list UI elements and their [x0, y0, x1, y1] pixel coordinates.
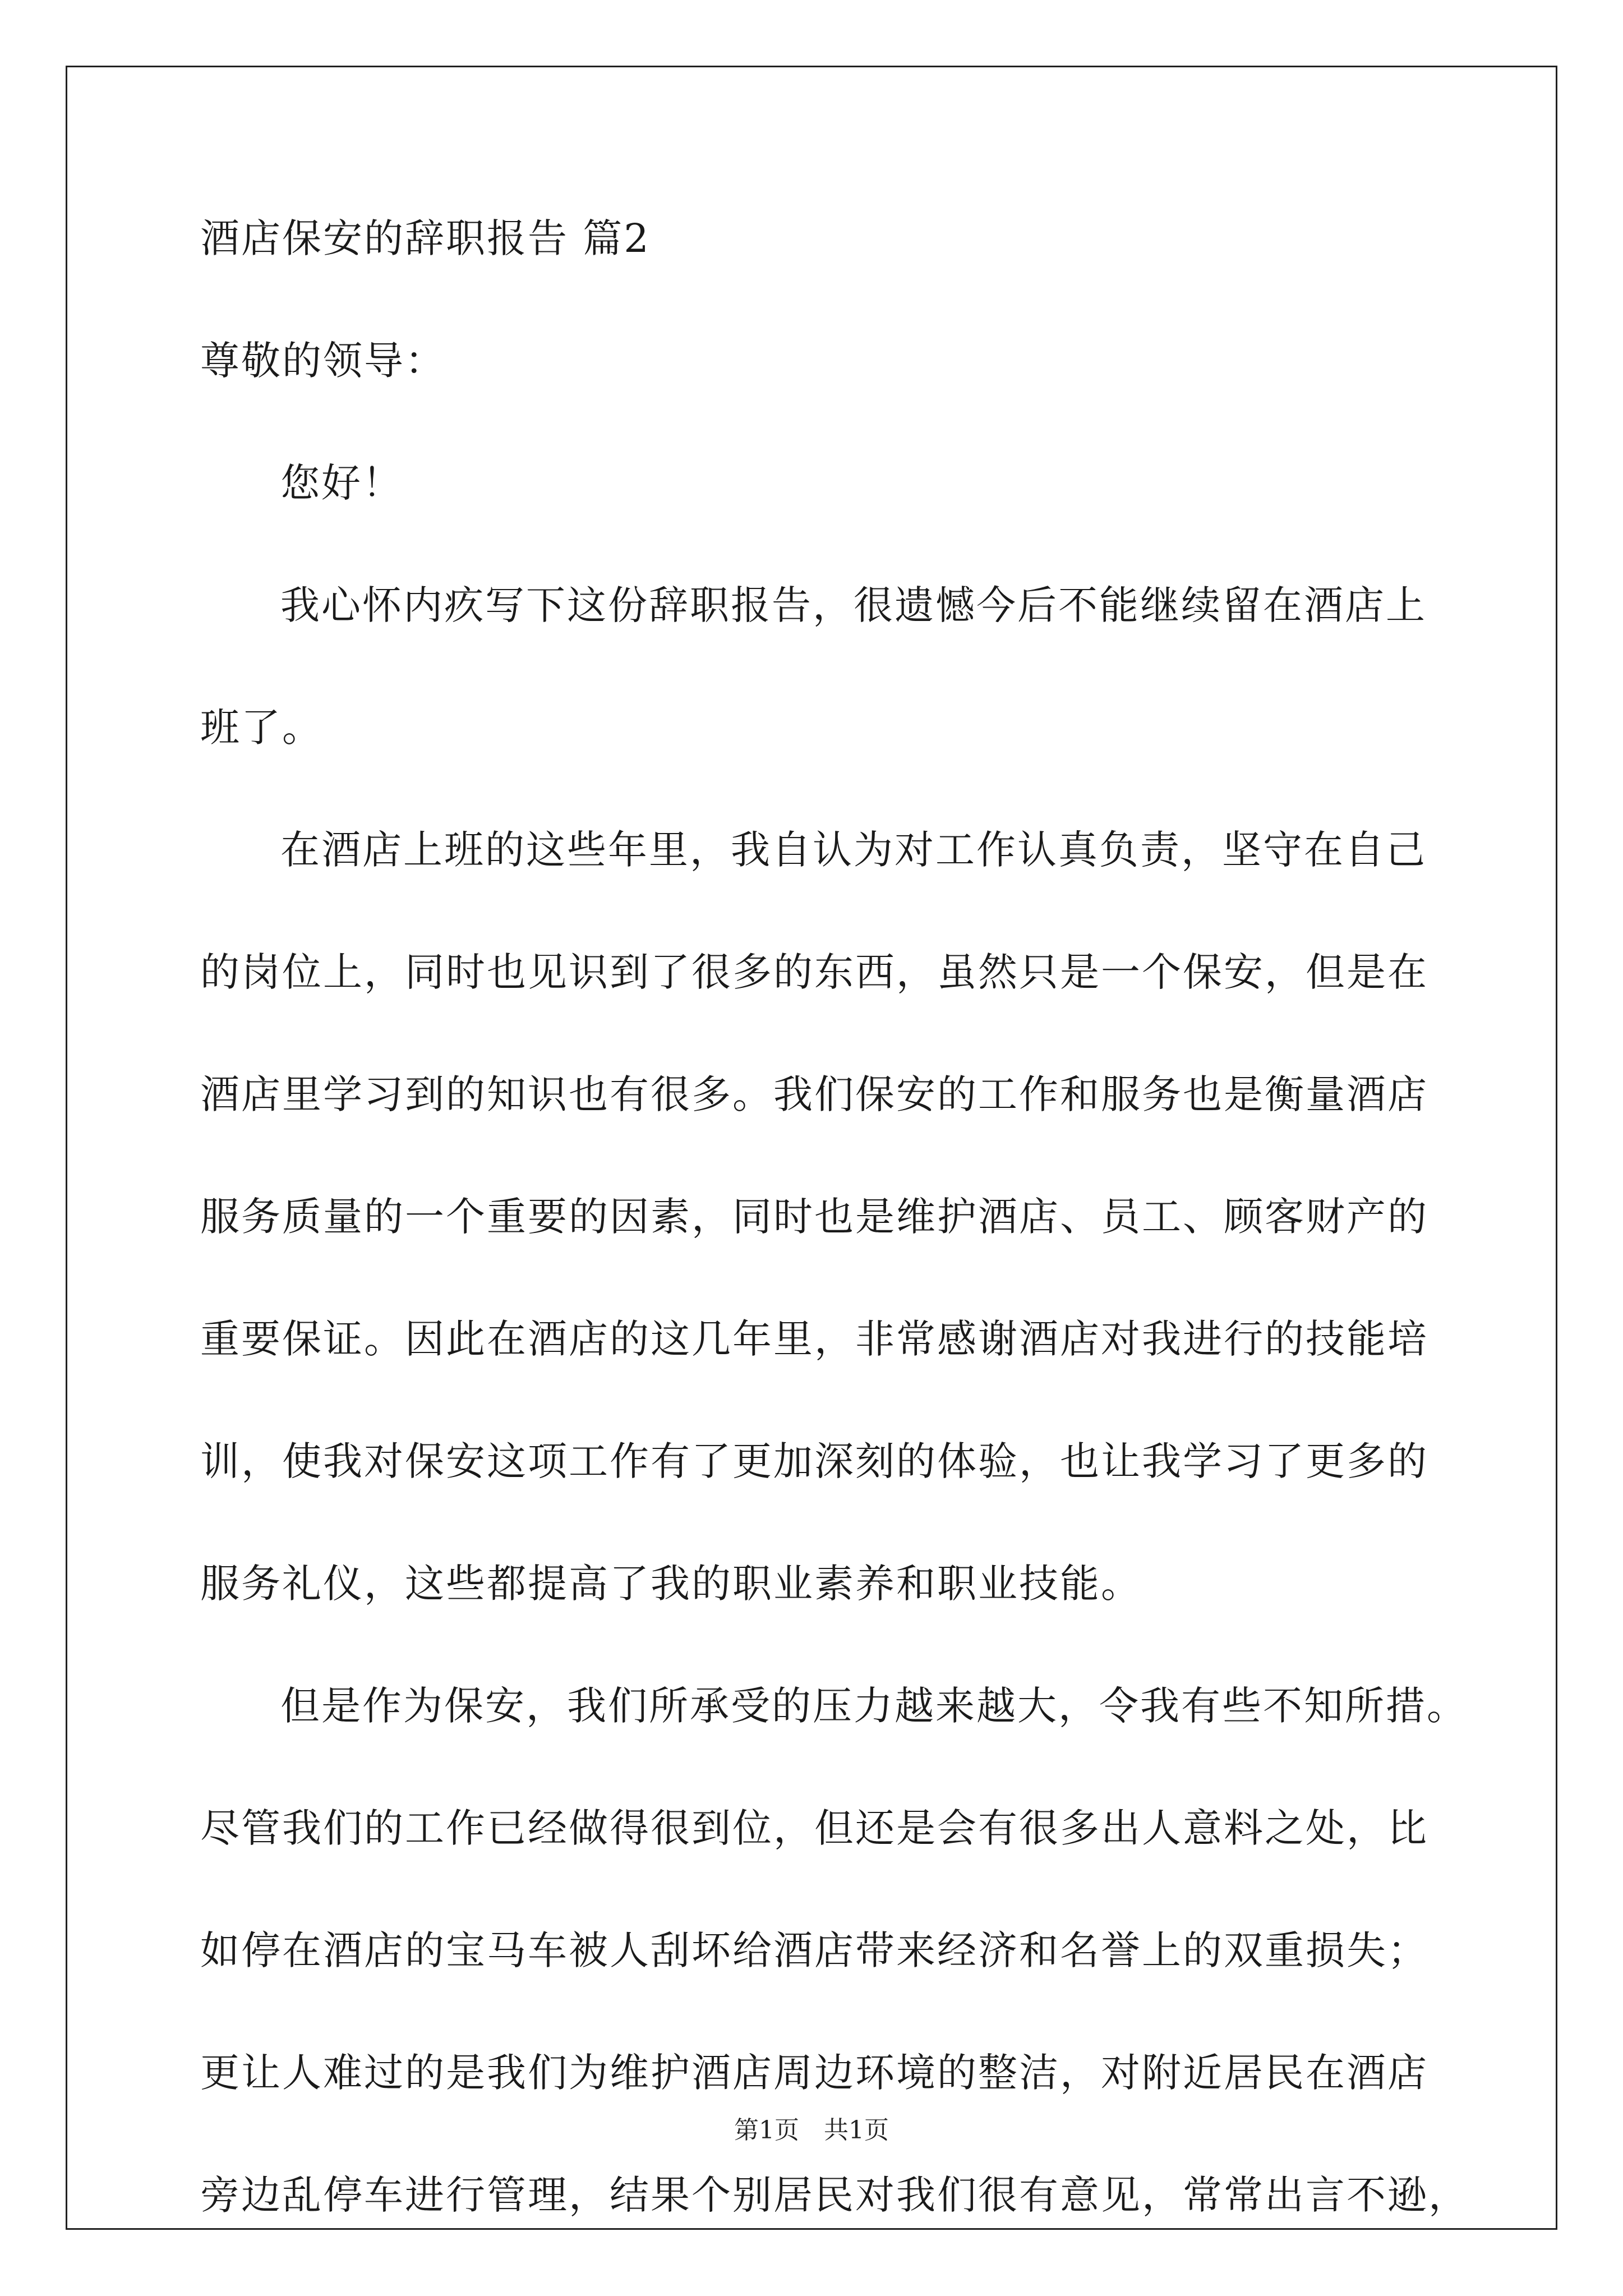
paragraph-line: 班了。 [200, 705, 323, 751]
paragraph-line: 服务礼仪，这些都提高了我的职业素养和职业技能。 [200, 1561, 1142, 1607]
paragraph-line: 旁边乱停车进行管理，结果个别居民对我们很有意见，常常出言不逊， [200, 2172, 1469, 2218]
page-footer: 第1页 共1页 [734, 2116, 889, 2145]
paragraph-line: 的岗位上，同时也见识到了很多的东西，虽然只是一个保安，但是在 [200, 949, 1428, 995]
paragraph-line: 在酒店上班的这些年里，我自认为对工作认真负责，坚守在自己 [280, 827, 1427, 873]
salutation: 尊敬的领导： [200, 338, 446, 384]
greeting: 您好！ [280, 460, 403, 506]
document-title: 酒店保安的辞职报告 篇2 [200, 215, 651, 261]
paragraph-line: 如停在酒店的宝马车被人刮坏给酒店带来经济和名誉上的双重损失； [200, 1927, 1428, 1973]
paragraph-line: 重要保证。因此在酒店的这几年里，非常感谢酒店对我进行的技能培 [200, 1316, 1428, 1362]
paragraph-line: 酒店里学习到的知识也有很多。我们保安的工作和服务也是衡量酒店 [200, 1071, 1428, 1117]
paragraph-line: 训，使我对保安这项工作有了更加深刻的体验，也让我学习了更多的 [200, 1438, 1428, 1484]
paragraph-line: 更让人难过的是我们为维护酒店周边环境的整洁，对附近居民在酒店 [200, 2050, 1428, 2096]
paragraph-line: 我心怀内疚写下这份辞职报告，很遗憾今后不能继续留在酒店上 [280, 582, 1427, 628]
paragraph-line: 尽管我们的工作已经做得很到位，但还是会有很多出人意料之处，比 [200, 1805, 1428, 1851]
paragraph-line: 服务质量的一个重要的因素，同时也是维护酒店、员工、顾客财产的 [200, 1194, 1428, 1240]
page-border [66, 66, 1557, 2230]
paragraph-line: 但是作为保安，我们所承受的压力越来越大，令我有些不知所措。 [280, 1683, 1468, 1729]
